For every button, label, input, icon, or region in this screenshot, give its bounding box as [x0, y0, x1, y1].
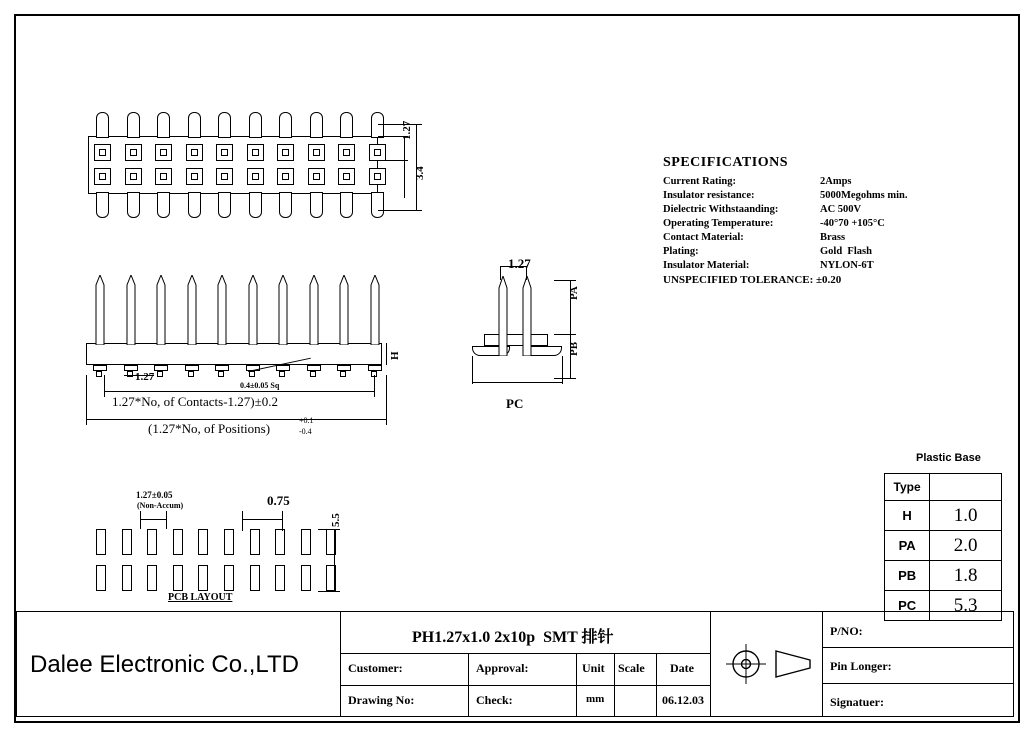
front-ext-line	[472, 356, 473, 384]
side-insulator-body	[86, 343, 382, 365]
spec-label-1: Insulator resistance:	[663, 190, 755, 201]
field-signature-label: Signatuer:	[830, 695, 884, 709]
top-contact-pin	[282, 173, 289, 180]
spec-value-1: 5000Megohms min.	[820, 190, 908, 201]
front-ext-line	[562, 356, 563, 384]
side-positions-dim: (1.27*No, of Positions)	[148, 421, 271, 436]
top-contact-square	[369, 144, 386, 161]
plastic-base-type-pa: PA	[885, 531, 930, 561]
top-view-drawing	[88, 112, 398, 220]
pcb-pad	[250, 565, 260, 591]
plastic-base-value-header	[930, 474, 1002, 501]
spec-label-6: Insulator Material:	[663, 260, 750, 271]
front-ext-line	[554, 334, 576, 335]
top-height-dim: 3.4	[414, 166, 426, 180]
field-pno-label: P/NO:	[830, 624, 863, 638]
front-pb-dim: PB	[568, 341, 580, 356]
spec-value-5: Gold Flash	[820, 246, 872, 257]
field-unit-value: mm	[586, 693, 605, 705]
plastic-base-header-row	[885, 474, 1002, 501]
front-view-drawing	[470, 258, 600, 398]
plastic-base-type-h: H	[885, 501, 930, 531]
side-ext-line	[104, 375, 105, 397]
field-check-label: Check:	[476, 693, 513, 707]
top-pin-lug-lower	[188, 192, 201, 218]
top-contact-square	[308, 168, 325, 185]
top-pin-lug-lower	[96, 192, 109, 218]
top-contact-pin	[99, 149, 106, 156]
pcb-pitch-note: (Non-Accum)	[137, 501, 184, 510]
pcb-ext-line	[318, 591, 340, 592]
pcb-pad-width-dim: 0.75	[267, 493, 290, 508]
front-pitch-dim: 1.27	[508, 256, 531, 271]
projection-symbol-icon	[722, 639, 818, 689]
side-pad-marker	[127, 371, 133, 377]
pcb-pad	[122, 565, 132, 591]
pcb-ext-line	[242, 511, 243, 531]
specifications-heading: SPECIFICATIONS	[663, 155, 788, 170]
front-ext-line	[500, 266, 501, 280]
pcb-ext-line	[282, 511, 283, 531]
top-contact-pin	[160, 149, 167, 156]
pcb-pad	[301, 565, 311, 591]
top-contact-pin	[191, 149, 198, 156]
pcb-pad	[96, 565, 106, 591]
pcb-pad	[275, 529, 285, 555]
top-pin-lug-upper	[218, 112, 231, 138]
top-contact-pin	[221, 149, 228, 156]
top-contact-square	[216, 168, 233, 185]
top-pin-lug-upper	[188, 112, 201, 138]
side-positions-dim-line	[86, 419, 386, 420]
top-contact-square	[186, 144, 203, 161]
top-contact-square	[155, 144, 172, 161]
front-pin	[496, 276, 510, 356]
spec-value-0: 2Amps	[820, 176, 852, 187]
top-contact-square	[369, 168, 386, 185]
table-row	[885, 531, 1002, 561]
pcb-pad	[173, 565, 183, 591]
top-contact-square	[94, 168, 111, 185]
top-contact-square	[338, 168, 355, 185]
spec-label-5: Plating:	[663, 246, 699, 257]
top-pin-lug-lower	[218, 192, 231, 218]
side-pin	[125, 275, 137, 345]
side-pad-marker	[279, 371, 285, 377]
field-date-label: Date	[670, 661, 694, 675]
field-unit-label: Unit	[582, 661, 605, 675]
pcb-pad	[147, 565, 157, 591]
pcb-pad-width-dim-line	[242, 519, 282, 520]
front-pb-dim-line	[570, 334, 571, 378]
top-pin-lug-upper	[96, 112, 109, 138]
top-contact-square	[338, 144, 355, 161]
top-dim-line-1	[404, 136, 405, 198]
top-contact-pin	[221, 173, 228, 180]
plastic-base-caption: Plastic Base	[916, 452, 981, 464]
pcb-pad	[122, 529, 132, 555]
front-ext-line	[554, 378, 576, 379]
top-pin-lug-upper	[157, 112, 170, 138]
top-contact-pin	[343, 173, 350, 180]
spec-label-0: Current Rating:	[663, 176, 737, 187]
side-pad-marker	[96, 371, 102, 377]
pcb-ext-line	[140, 511, 141, 529]
spec-label-3: Operating Temperature:	[663, 218, 774, 229]
front-pc-dim: PC	[506, 396, 524, 411]
side-pad-marker	[249, 371, 255, 377]
side-h-dim-line	[386, 343, 387, 365]
field-pin-longer-label: Pin Longer:	[830, 659, 892, 673]
top-pin-lug-lower	[371, 192, 384, 218]
side-contacts-dim: 1.27*No, of Contacts-1.27)±0.2	[112, 394, 279, 409]
top-contact-pin	[99, 173, 106, 180]
pcb-pitch-dim-line	[140, 519, 166, 520]
side-positions-tol-dn: -0.4	[299, 427, 312, 436]
top-contact-square	[277, 168, 294, 185]
side-ext-line	[86, 375, 87, 425]
plastic-base-value-pb: 1.8	[930, 561, 1002, 591]
side-positions-tol-up: +0.1	[299, 416, 314, 425]
pcb-pad	[198, 529, 208, 555]
top-pin-lug-upper	[340, 112, 353, 138]
side-ext-line	[386, 375, 387, 425]
pcb-layout-caption: PCB LAYOUT	[168, 592, 233, 603]
spec-value-6: NYLON-6T	[820, 260, 874, 271]
top-pin-lug-lower	[249, 192, 262, 218]
spec-label-4: Contact Material:	[663, 232, 744, 243]
plastic-base-table	[884, 473, 1002, 621]
table-row	[885, 561, 1002, 591]
field-scale-label: Scale	[618, 661, 645, 675]
top-pitch-dim: 1.27	[401, 120, 413, 140]
spec-value-3: -40°70 +105°C	[820, 218, 885, 229]
side-view-drawing	[80, 275, 410, 395]
pcb-pad	[224, 565, 234, 591]
pcb-pad	[147, 529, 157, 555]
spec-label-2: Dielectric Withstaanding:	[663, 204, 779, 215]
plastic-base-value-pc: 5.3	[930, 591, 1002, 621]
pcb-pad	[96, 529, 106, 555]
plastic-base-type-header: Type	[885, 474, 930, 501]
pcb-pad	[275, 565, 285, 591]
field-approval-label: Approval:	[476, 661, 529, 675]
pcb-pad	[224, 529, 234, 555]
side-pad-marker	[310, 371, 316, 377]
plastic-base-value-h: 1.0	[930, 501, 1002, 531]
side-pitch-dim: 1.27	[135, 371, 155, 383]
side-ext-line	[374, 375, 375, 397]
top-pin-lug-lower	[310, 192, 323, 218]
pcb-ext-line	[318, 529, 340, 530]
spec-value-4: Brass	[820, 232, 846, 243]
side-pad-marker	[157, 371, 163, 377]
top-contact-square	[94, 144, 111, 161]
top-contact-pin	[130, 149, 137, 156]
top-contact-pin	[374, 149, 381, 156]
side-h-dim: H	[389, 351, 401, 360]
top-contact-pin	[160, 173, 167, 180]
side-pad-marker	[340, 371, 346, 377]
top-contact-pin	[252, 149, 259, 156]
top-contact-square	[155, 168, 172, 185]
front-pin	[520, 276, 534, 356]
top-pin-lug-lower	[127, 192, 140, 218]
front-pa-dim: PA	[568, 286, 580, 300]
pcb-ext-line	[166, 511, 167, 529]
top-contact-square	[247, 144, 264, 161]
front-ext-line	[554, 280, 576, 281]
side-pin	[369, 275, 381, 345]
side-pin	[94, 275, 106, 345]
top-contact-pin	[374, 173, 381, 180]
front-pc-dim-line	[472, 382, 562, 383]
top-pin-lug-upper	[279, 112, 292, 138]
top-pin-lug-lower	[279, 192, 292, 218]
top-contact-square	[216, 144, 233, 161]
plastic-base-value-pa: 2.0	[930, 531, 1002, 561]
top-pin-lug-upper	[249, 112, 262, 138]
top-contact-pin	[343, 149, 350, 156]
pcb-pad	[250, 529, 260, 555]
pcb-pitch-dim: 1.27±0.05	[136, 490, 173, 500]
top-pin-lug-upper	[371, 112, 384, 138]
top-contact-square	[308, 144, 325, 161]
top-contact-square	[277, 144, 294, 161]
top-contact-square	[125, 168, 142, 185]
side-pin-square-dim: 0.4±0.05 Sq	[240, 381, 280, 390]
table-row	[885, 501, 1002, 531]
side-pin	[155, 275, 167, 345]
side-pin	[277, 275, 289, 345]
top-contact-square	[125, 144, 142, 161]
top-contact-pin	[313, 149, 320, 156]
company-name: Dalee Electronic Co.,LTD	[30, 651, 299, 678]
side-pin	[216, 275, 228, 345]
top-contact-pin	[191, 173, 198, 180]
top-contact-square	[247, 168, 264, 185]
side-pin	[338, 275, 350, 345]
top-contact-pin	[252, 173, 259, 180]
front-insulator-body	[484, 334, 548, 346]
top-contact-pin	[282, 149, 289, 156]
pcb-pad	[198, 565, 208, 591]
pcb-pad	[173, 529, 183, 555]
field-date-value: 06.12.03	[662, 693, 704, 707]
plastic-base-type-pb: PB	[885, 561, 930, 591]
side-pad-marker	[218, 371, 224, 377]
side-contacts-dim-line	[104, 391, 374, 392]
top-contact-square	[186, 168, 203, 185]
top-contact-pin	[130, 173, 137, 180]
tolerance-note: UNSPECIFIED TOLERANCE: ±0.20	[663, 274, 842, 286]
field-customer-label: Customer:	[348, 661, 403, 675]
side-pin	[308, 275, 320, 345]
pcb-height-dim-line	[334, 529, 335, 591]
side-pin	[186, 275, 198, 345]
top-pin-lug-lower	[157, 192, 170, 218]
top-pin-lug-upper	[127, 112, 140, 138]
top-pin-lug-lower	[340, 192, 353, 218]
pcb-height-dim: 5.5	[330, 513, 342, 527]
spec-value-2: AC 500V	[820, 204, 862, 215]
field-drawing-no-label: Drawing No:	[348, 693, 415, 707]
drawing-title: PH1.27x1.0 2x10p SMT 排针	[412, 629, 614, 646]
top-contact-pin	[313, 173, 320, 180]
pcb-layout-drawing	[90, 485, 350, 605]
side-pad-marker	[188, 371, 194, 377]
pcb-pad	[301, 529, 311, 555]
top-pin-lug-upper	[310, 112, 323, 138]
plastic-base-type-pc: PC	[885, 591, 930, 621]
title-block	[16, 611, 1014, 717]
side-pin	[247, 275, 259, 345]
